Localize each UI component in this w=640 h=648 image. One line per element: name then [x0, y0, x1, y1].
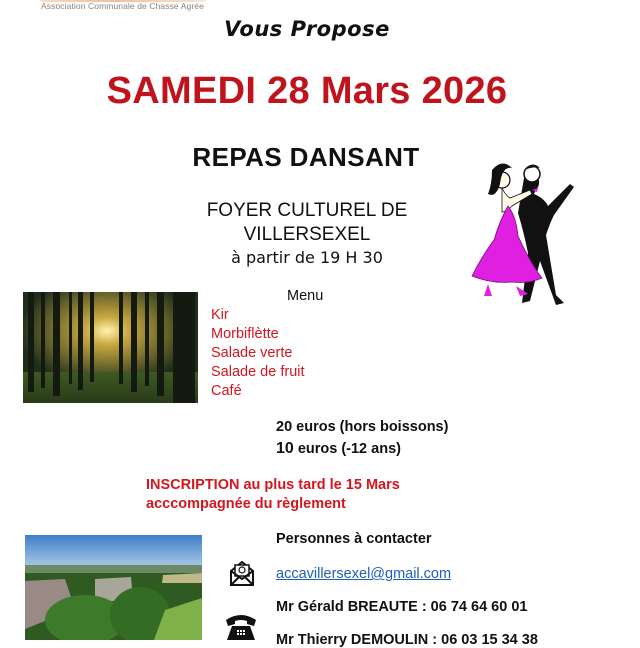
price-adult-amount: 20 [276, 419, 293, 435]
price-child [276, 440, 401, 458]
price-adult-label: euros (hors boissons) [292, 419, 449, 435]
registration-deadline: INSCRIPTION au plus tard le 15 Mars [146, 477, 400, 493]
menu-item: Kir [211, 307, 229, 323]
contact-person: Mr Thierry DEMOULIN : 06 03 15 34 38 [276, 632, 538, 648]
contact-title: Personnes à contacter [276, 531, 432, 547]
telephone-icon [224, 612, 258, 640]
price-child-label: euros (-12 ans) [293, 441, 401, 457]
menu-item: Morbiflètte [211, 326, 279, 342]
contact-person: Mr Gérald BREAUTE : 06 74 64 60 01 [276, 599, 528, 615]
logo-caption: Association Communale de Chasse Agrée [41, 1, 204, 11]
dancers-illustration [452, 156, 576, 306]
email-icon [228, 559, 256, 587]
event-date: SAMEDI 28 Mars 2026 [106, 70, 508, 112]
email-link[interactable]: accavillersexel@gmail.com [276, 566, 452, 582]
menu-list [211, 306, 305, 401]
forest-photo [23, 292, 198, 403]
subtitle: Vous Propose [224, 17, 390, 41]
event-title: REPAS DANSANT [192, 142, 420, 172]
price-adult [276, 419, 448, 435]
event-time: à partir de 19 H 30 [231, 248, 383, 267]
menu-item: Salade de fruit [211, 364, 305, 380]
menu-title: Menu [287, 288, 324, 304]
village-aerial-photo [25, 535, 202, 640]
registration-payment: acccompagnée du règlement [146, 496, 346, 512]
price-child-amount: 10 [276, 440, 294, 457]
menu-item: Salade verte [211, 345, 293, 361]
event-venue: FOYER CULTUREL DE VILLERSEXEL [206, 200, 408, 245]
menu-item: Café [211, 383, 242, 399]
